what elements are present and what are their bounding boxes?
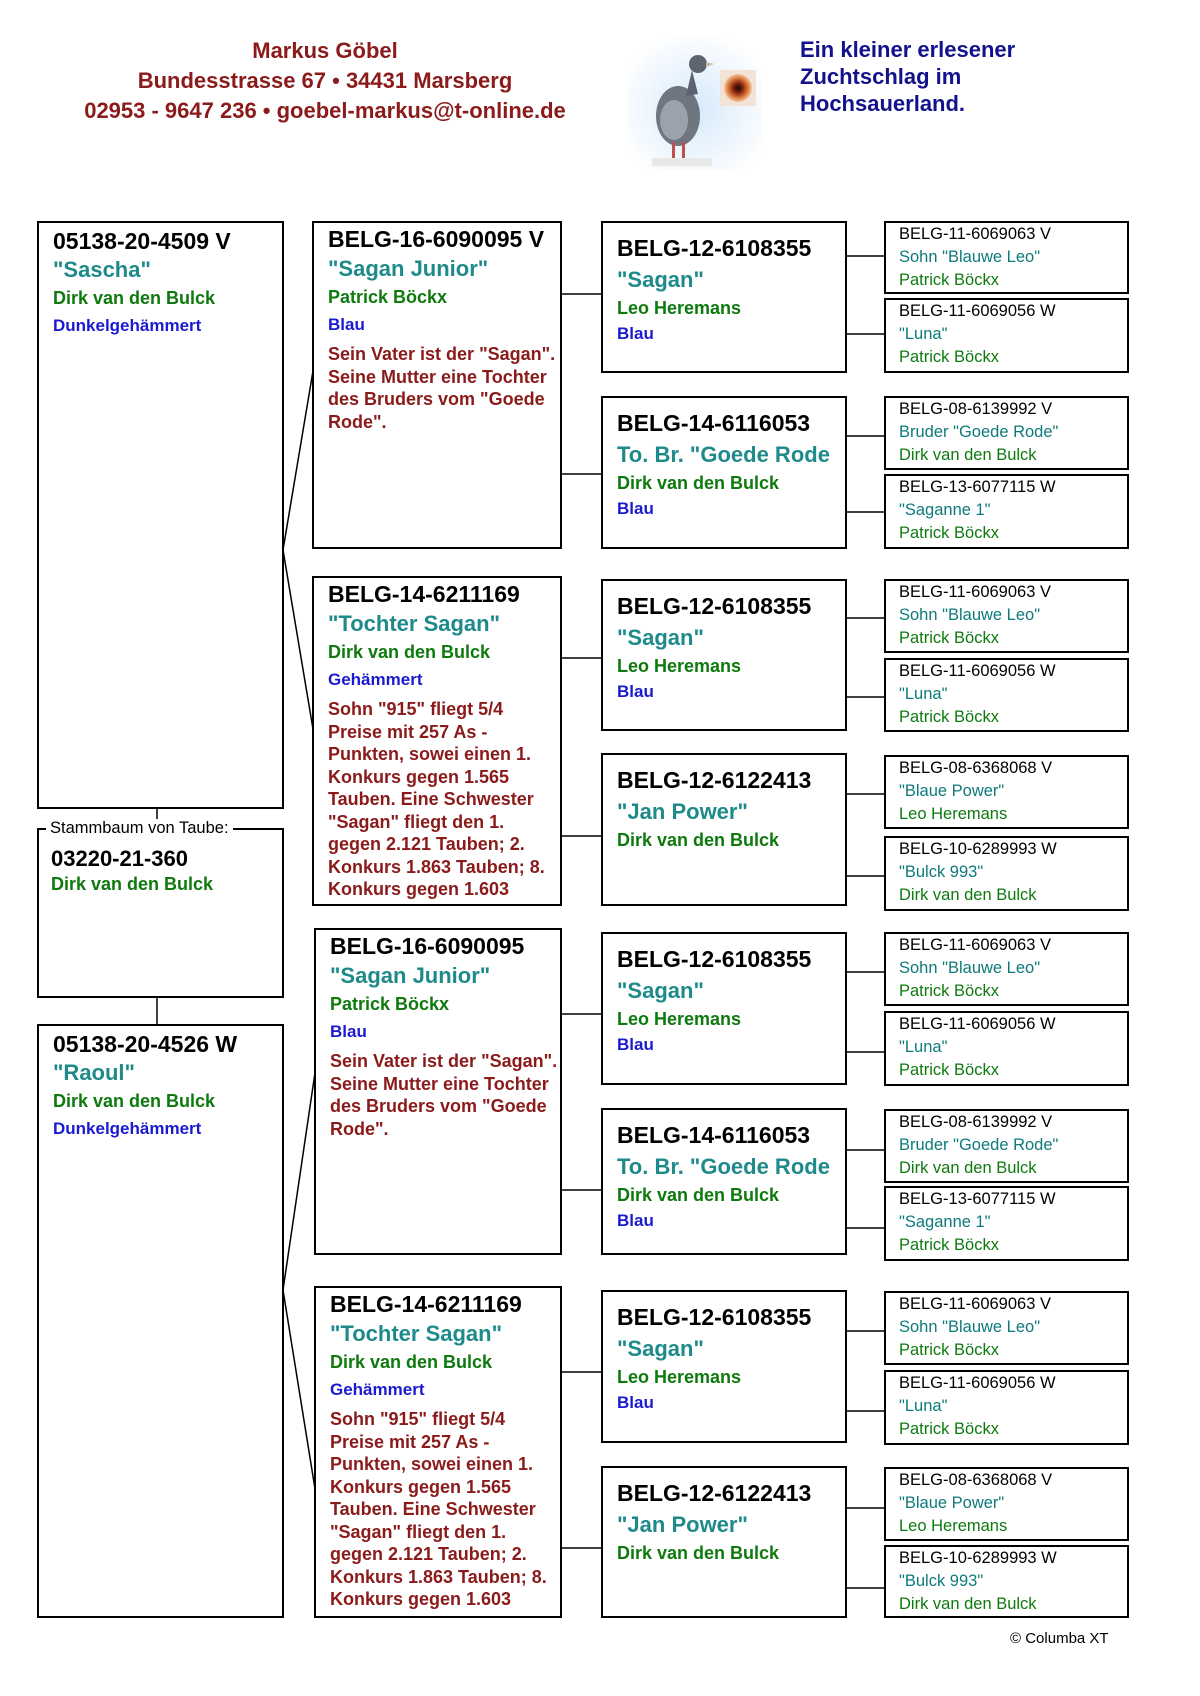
breeder-name: Leo Heremans: [899, 1517, 1008, 1535]
breeder-name: Patrick Böckx: [899, 524, 999, 542]
pigeon-name: "Saganne 1": [899, 501, 991, 519]
pigeon-name: Sohn "Blauwe Leo": [899, 606, 1041, 624]
grandparent-card[interactable]: [312, 221, 562, 549]
breeder-name: Dirk van den Bulck: [899, 1159, 1037, 1177]
pigeon-remark: Sein Vater ist der "Sagan". Seine Mutter eine Tochter des Bruders vom "Goede Rode".: [328, 344, 556, 432]
subject-breeder: Dirk van den Bulck: [51, 874, 214, 894]
ring-number: BELG-08-6139992 V: [899, 1113, 1053, 1131]
ring-number: BELG-12-6108355: [617, 1304, 812, 1330]
ancestor-card[interactable]: [884, 1370, 1129, 1445]
ring-number: BELG-11-6069056 W: [899, 1374, 1056, 1392]
breeder-name: Patrick Böckx: [899, 1420, 999, 1438]
ring-number: BELG-12-6122413: [617, 1480, 812, 1506]
pigeon-remark: Sohn "915" fliegt 5/4 Preise mit 257 As - Punkten, sowei einen 1. Konkurs gegen 1.565 Tauben. Eine Schwester "Sagan" fliegt den 1. gegen 2.121 Tauben; 2. Konkurs 1.863 Tauben; 8. Konkurs gegen 1.603: [330, 1409, 547, 1609]
pigeon-color: Gehämmert: [330, 1380, 425, 1399]
breeder-name: Dirk van den Bulck: [617, 1543, 780, 1563]
pigeon-name: "Luna": [899, 1397, 948, 1415]
breeder-name: Patrick Böckx: [330, 994, 450, 1014]
breeder-name: Dirk van den Bulck: [617, 830, 780, 850]
pigeon-name: "Bulck 993": [899, 1572, 984, 1590]
ancestor-card[interactable]: [884, 1545, 1129, 1618]
ancestor-card[interactable]: [884, 658, 1129, 732]
ancestor-card[interactable]: [884, 1109, 1129, 1183]
pigeon-name: Sohn "Blauwe Leo": [899, 959, 1041, 977]
pigeon-name: Bruder "Goede Rode": [899, 1136, 1059, 1154]
pigeon-name: "Luna": [899, 1038, 948, 1056]
great-grandparent-card[interactable]: [601, 1108, 847, 1255]
breeder-name: Patrick Böckx: [328, 287, 448, 307]
ancestor-card[interactable]: [884, 836, 1129, 911]
breeder-name: Dirk van den Bulck: [617, 1185, 780, 1205]
ring-number: BELG-14-6116053: [617, 1122, 811, 1148]
pigeon-color: Blau: [330, 1022, 367, 1041]
pigeon-name: "Blaue Power": [899, 782, 1005, 800]
breeder-name: Leo Heremans: [899, 805, 1008, 823]
pigeon-name: To. Br. "Goede Rode: [617, 442, 830, 467]
breeder-name: Patrick Böckx: [899, 629, 999, 647]
breeder-name: Patrick Böckx: [899, 982, 999, 1000]
breeder-name: Patrick Böckx: [899, 1341, 999, 1359]
ring-number: BELG-11-6069063 V: [899, 1295, 1051, 1313]
great-grandparent-card[interactable]: [601, 753, 847, 906]
pigeon-name: "Sagan": [617, 1336, 704, 1361]
great-grandparent-card[interactable]: [601, 932, 847, 1085]
pigeon-name: "Tochter Sagan": [328, 611, 501, 636]
breeder-name: Leo Heremans: [617, 656, 742, 676]
great-grandparent-card[interactable]: [601, 1290, 847, 1443]
ancestor-card[interactable]: [884, 1186, 1129, 1261]
ring-number: BELG-16-6090095: [330, 933, 525, 959]
breeder-name: Leo Heremans: [617, 298, 742, 318]
ring-number: BELG-11-6069063 V: [899, 936, 1051, 954]
pigeon-color: Gehämmert: [328, 670, 423, 689]
ring-number: BELG-10-6289993 W: [899, 1549, 1057, 1567]
ring-number: BELG-13-6077115 W: [899, 478, 1056, 496]
breeder-name: Dirk van den Bulck: [330, 1352, 493, 1372]
pigeon-color: Blau: [617, 1211, 654, 1230]
ancestor-card[interactable]: [884, 932, 1129, 1006]
pigeon-color: Blau: [617, 682, 654, 701]
breeder-name: Patrick Böckx: [899, 271, 999, 289]
ring-number: BELG-16-6090095 V: [328, 226, 545, 252]
pigeon-name: "Sagan Junior": [330, 963, 491, 988]
ring-number: BELG-14-6116053: [617, 410, 811, 436]
breeder-name: Patrick Böckx: [899, 1236, 999, 1254]
ancestor-card[interactable]: [884, 755, 1129, 829]
pigeon-name: "Jan Power": [617, 799, 748, 824]
ring-number: BELG-11-6069063 V: [899, 583, 1051, 601]
slogan-line: Ein kleiner erlesener: [800, 37, 1016, 62]
slogan-line: Zuchtschlag im: [800, 64, 962, 89]
breeder-name: Dirk van den Bulck: [617, 473, 780, 493]
breeder-name: Dirk van den Bulck: [899, 446, 1037, 464]
subject-ring-number: 03220-21-360: [51, 846, 189, 871]
pigeon-name: "Sagan Junior": [328, 256, 489, 281]
ancestor-card[interactable]: [884, 221, 1129, 294]
breeder-name: Leo Heremans: [617, 1009, 742, 1029]
great-grandparent-card[interactable]: [601, 396, 847, 549]
ancestor-card[interactable]: [884, 1291, 1129, 1365]
pigeon-color: Blau: [328, 315, 365, 334]
pigeon-color: Blau: [617, 1035, 654, 1054]
breeder-name: Dirk van den Bulck: [53, 1091, 216, 1111]
mother-card[interactable]: [37, 1024, 284, 1618]
pigeon-color: Dunkelgehämmert: [53, 1119, 202, 1138]
breeder-name: Dirk van den Bulck: [899, 1595, 1037, 1613]
great-grandparent-card[interactable]: [601, 579, 847, 731]
pigeon-name: "Bulck 993": [899, 863, 984, 881]
pigeon-name: Bruder "Goede Rode": [899, 423, 1059, 441]
pigeon-color: Dunkelgehämmert: [53, 316, 202, 335]
ring-number: 05138-20-4509 V: [53, 228, 231, 254]
copyright-notice: © Columba XT: [1010, 1630, 1109, 1647]
breeder-name: Patrick Böckx: [899, 1061, 999, 1079]
ring-number: BELG-12-6108355: [617, 235, 812, 261]
ring-number: BELG-12-6122413: [617, 767, 812, 793]
pigeon-name: "Sagan": [617, 978, 704, 1003]
ancestor-card[interactable]: [884, 579, 1129, 653]
ring-number: BELG-11-6069063 V: [899, 225, 1051, 243]
pigeon-name: "Sagan": [617, 625, 704, 650]
pigeon-name: "Jan Power": [617, 1512, 748, 1537]
ancestor-card[interactable]: [884, 298, 1129, 373]
owner-contact: 02953 - 9647 236 • goebel-markus@t-online.de: [84, 98, 566, 123]
pigeon-name: "Sascha": [53, 257, 151, 282]
breeder-name: Dirk van den Bulck: [899, 886, 1037, 904]
pigeon-name: Sohn "Blauwe Leo": [899, 248, 1041, 266]
grandparent-card[interactable]: [314, 1286, 562, 1618]
ring-number: BELG-10-6289993 W: [899, 840, 1057, 858]
pigeon-color: Blau: [617, 499, 654, 518]
breeder-name: Patrick Böckx: [899, 708, 999, 726]
ring-number: BELG-08-6368068 V: [899, 759, 1053, 777]
great-grandparent-card[interactable]: [601, 1466, 847, 1618]
subject-legend: Stammbaum von Taube:: [46, 819, 233, 838]
ancestor-card[interactable]: [884, 1011, 1129, 1086]
ring-number: BELG-12-6108355: [617, 593, 812, 619]
ring-number: BELG-12-6108355: [617, 946, 812, 972]
ring-number: BELG-11-6069056 W: [899, 1015, 1056, 1033]
grandparent-card[interactable]: [314, 928, 562, 1255]
owner-name: Markus Göbel: [252, 38, 398, 63]
ring-number: BELG-14-6211169: [330, 1291, 522, 1317]
breeder-name: Leo Heremans: [617, 1367, 742, 1387]
pigeon-name: "Blaue Power": [899, 1494, 1005, 1512]
ring-number: BELG-13-6077115 W: [899, 1190, 1056, 1208]
pigeon-color: Blau: [617, 324, 654, 343]
pigeon-name: "Tochter Sagan": [330, 1321, 503, 1346]
pigeon-name: "Sagan": [617, 267, 704, 292]
ring-number: BELG-14-6211169: [328, 581, 520, 607]
pigeon-name: To. Br. "Goede Rode: [617, 1154, 830, 1179]
ancestor-card[interactable]: [884, 1467, 1129, 1541]
father-card[interactable]: [37, 221, 284, 809]
grandparent-card[interactable]: [312, 576, 562, 906]
ring-number: BELG-11-6069056 W: [899, 662, 1056, 680]
breeder-name: Dirk van den Bulck: [328, 642, 491, 662]
pigeon-name: "Luna": [899, 325, 948, 343]
ancestor-card[interactable]: [884, 474, 1129, 549]
ring-number: BELG-08-6139992 V: [899, 400, 1053, 418]
breeder-name: Dirk van den Bulck: [53, 288, 216, 308]
great-grandparent-card[interactable]: [601, 221, 847, 373]
ring-number: 05138-20-4526 W: [53, 1031, 238, 1057]
slogan-line: Hochsauerland.: [800, 91, 966, 116]
pigeon-name: "Raoul": [53, 1060, 135, 1085]
pigeon-remark: Sein Vater ist der "Sagan". Seine Mutter eine Tochter des Bruders vom "Goede Rode".: [330, 1051, 558, 1139]
pigeon-name: Sohn "Blauwe Leo": [899, 1318, 1041, 1336]
owner-address: Bundesstrasse 67 • 34431 Marsberg: [137, 68, 513, 93]
ring-number: BELG-11-6069056 W: [899, 302, 1056, 320]
pigeon-remark: Sohn "915" fliegt 5/4 Preise mit 257 As - Punkten, sowei einen 1. Konkurs gegen 1.565 Tauben. Eine Schwester "Sagan" fliegt den 1. gegen 2.121 Tauben; 2. Konkurs 1.863 Tauben; 8. Konkurs gegen 1.603: [328, 699, 545, 899]
pigeon-name: "Luna": [899, 685, 948, 703]
breeder-name: Patrick Böckx: [899, 348, 999, 366]
pigeon-color: Blau: [617, 1393, 654, 1412]
ring-number: BELG-08-6368068 V: [899, 1471, 1053, 1489]
pigeon-name: "Saganne 1": [899, 1213, 991, 1231]
ancestor-card[interactable]: [884, 396, 1129, 470]
